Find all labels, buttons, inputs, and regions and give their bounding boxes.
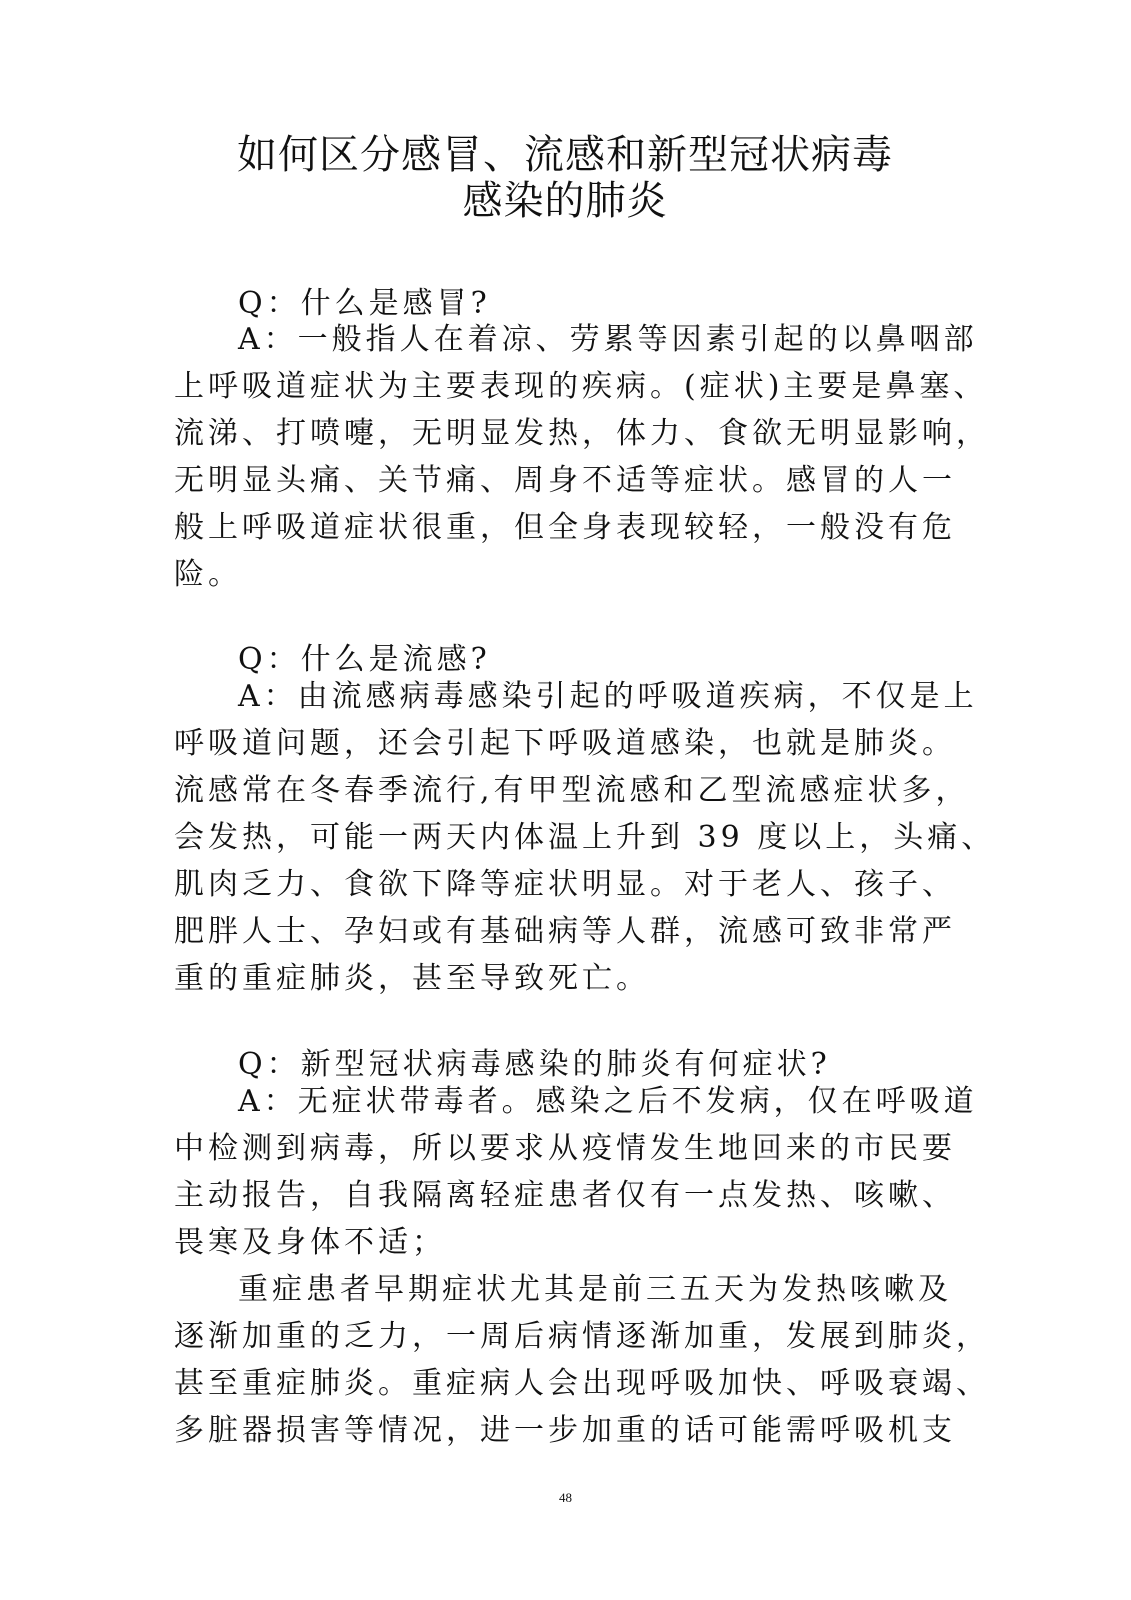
answer-2-line-4: 会发热，可能一两天内体温上升到 39 度以上，头痛、 xyxy=(174,820,996,855)
question-1: Q：什么是感冒? xyxy=(238,286,491,321)
answer-1-line-3: 流涕、打喷嚏，无明显发热，体力、食欲无明显影响， xyxy=(174,416,990,451)
answer-3-line-4: 畏寒及身体不适； xyxy=(174,1225,446,1260)
answer-1-line-4: 无明显头痛、关节痛、周身不适等症状。感冒的人一 xyxy=(174,463,956,498)
question-2: Q：什么是流感? xyxy=(238,642,491,677)
answer-3-extra-line-2: 逐渐加重的乏力，一周后病情逐渐加重，发展到肺炎， xyxy=(174,1319,990,1354)
answer-3-line-3: 主动报告，自我隔离轻症患者仅有一点发热、咳嗽、 xyxy=(174,1178,956,1213)
answer-1-line-6: 险。 xyxy=(174,557,242,592)
answer-2-line-3: 流感常在冬春季流行,有甲型流感和乙型流感症状多， xyxy=(174,773,970,808)
answer-2-line-7: 重的重症肺炎，甚至导致死亡。 xyxy=(174,961,650,996)
answer-2-line-6: 肥胖人士、孕妇或有基础病等人群，流感可致非常严 xyxy=(174,914,956,949)
answer-1-line-1: A：一般指人在着凉、劳累等因素引起的以鼻咽部 xyxy=(238,322,978,357)
answer-2-line-5: 肌肉乏力、食欲下降等症状明显。对于老人、孩子、 xyxy=(174,867,956,902)
page-title xyxy=(170,132,960,224)
question-3: Q：新型冠状病毒感染的肺炎有何症状? xyxy=(238,1047,831,1082)
answer-3-extra-line-3: 甚至重症肺炎。重症病人会出现呼吸加快、呼吸衰竭、 xyxy=(174,1366,990,1401)
answer-2-line-1: A：由流感病毒感染引起的呼吸道疾病，不仅是上 xyxy=(238,679,978,714)
page-title-line-2: 感染的肺炎 xyxy=(462,178,668,224)
answer-3-line-2: 中检测到病毒，所以要求从疫情发生地回来的市民要 xyxy=(174,1131,956,1166)
page-title-line-1: 如何区分感冒、流感和新型冠状病毒 xyxy=(237,132,893,178)
answer-3-extra-line-1: 重症患者早期症状尤其是前三五天为发热咳嗽及 xyxy=(238,1272,952,1307)
answer-3-extra-line-4: 多脏器损害等情况，进一步加重的话可能需呼吸机支 xyxy=(174,1413,956,1448)
answer-2-line-2: 呼吸道问题，还会引起下呼吸道感染，也就是肺炎。 xyxy=(174,726,956,761)
answer-1-line-2: 上呼吸道症状为主要表现的疾病。(症状)主要是鼻塞、 xyxy=(174,369,988,404)
page-number: 48 xyxy=(559,1490,572,1505)
answer-1-line-5: 般上呼吸道症状很重，但全身表现较轻，一般没有危 xyxy=(174,510,956,545)
answer-3-line-1: A：无症状带毒者。感染之后不发病，仅在呼吸道 xyxy=(238,1084,978,1119)
